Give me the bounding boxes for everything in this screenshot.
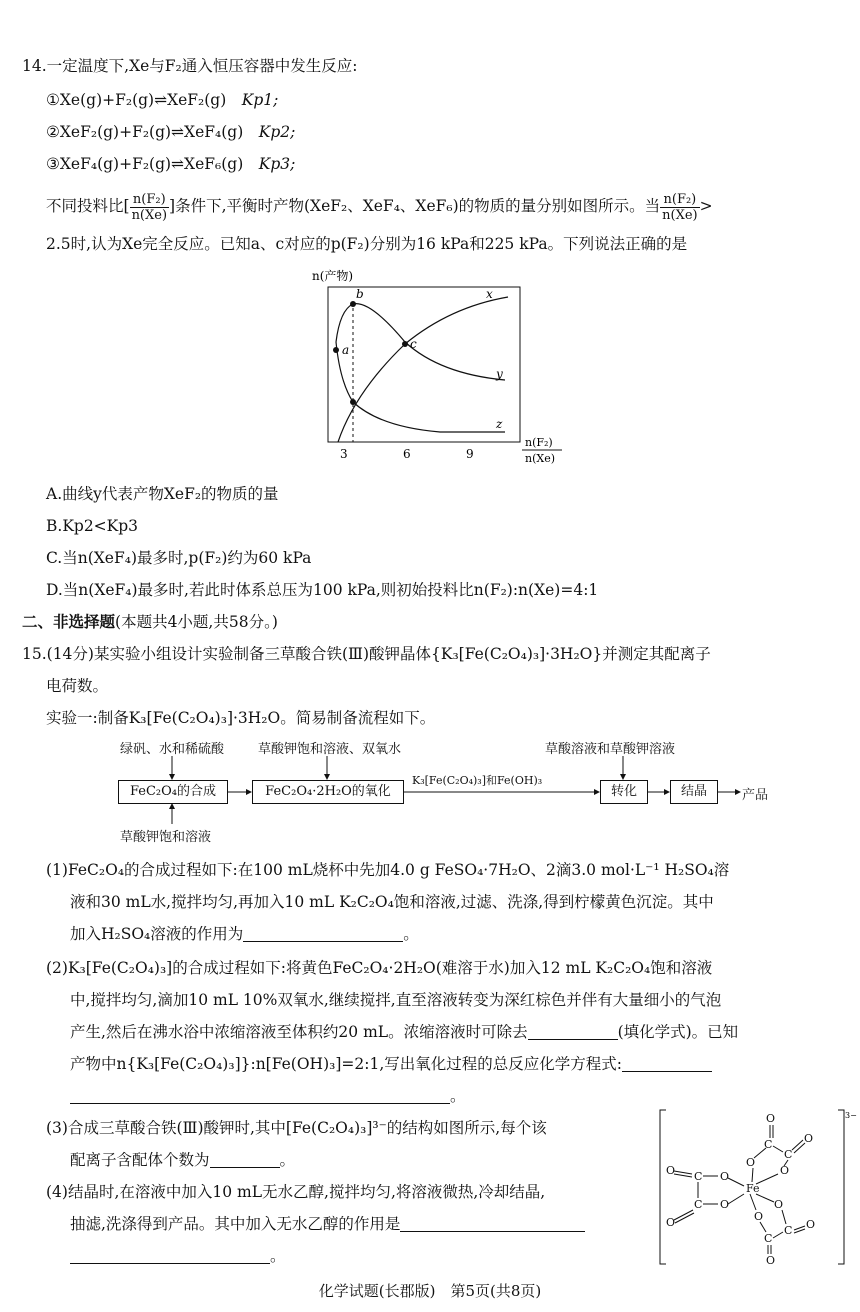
svg-text:O: O xyxy=(804,1132,814,1145)
svg-text:C: C xyxy=(784,1148,793,1161)
box-synthesis: FeC₂O₄的合成 xyxy=(118,780,228,804)
svg-text:O: O xyxy=(720,1198,730,1211)
svg-text:O: O xyxy=(766,1254,776,1267)
svg-text:C: C xyxy=(764,1138,773,1151)
xlabel-num: n(F₂) xyxy=(525,436,553,449)
part4-line-b: 抽滤,洗涤得到产品。其中加入无水乙醇的作用是 xyxy=(70,1214,842,1234)
option-d: D.当n(XeF₄)最多时,若此时体系总压为100 kPa,则初始投料比n(F₂):n(Xe)=4:1 xyxy=(46,581,599,599)
svg-text:C: C xyxy=(764,1232,773,1245)
part2-line-d: 产物中n{K₃[Fe(C₂O₄)₃]}:n[Fe(OH)₃]=2:1,写出氧化过程的总反应化学方程式: xyxy=(70,1054,842,1074)
graph-ylabel: n(产物) xyxy=(312,269,354,283)
part1-line-c: 加入H₂SO₄溶液的作用为 。 xyxy=(70,925,419,943)
box-oxidation: FeC₂O₄·2H₂O的氧化 xyxy=(252,780,404,804)
part4-line-a: (4)结晶时,在溶液中加入10 mL无水乙醇,搅拌均匀,将溶液微热,冷却结晶, xyxy=(46,1183,546,1201)
page-footer: 化学试题(长郡版) 第5页(共8页) xyxy=(318,1282,542,1300)
flow-input-4: 草酸钾饱和溶液 xyxy=(120,830,212,845)
reaction-1: ①Xe(g)+F₂(g)⇌XeF₂(g) Kp1; xyxy=(46,91,279,109)
label-z: z xyxy=(496,417,503,431)
flow-input-2: 草酸钾饱和溶液、双氧水 xyxy=(258,742,402,757)
part1-line-a: (1)FeC₂O₄的合成过程如下:在100 mL烧杯中先加4.0 g FeSO₄·7H₂O、2滴3.0 mol·L⁻¹ H₂SO₄溶 xyxy=(46,861,730,879)
exp1-text: 实验一:制备K₃[Fe(C₂O₄)₃]·3H₂O。简易制备流程如下。 xyxy=(46,709,436,727)
svg-text:O: O xyxy=(754,1210,764,1223)
svg-text:C: C xyxy=(694,1170,703,1183)
option-b: B.Kp2<Kp3 xyxy=(46,517,139,535)
q14-text-a: 不同投料比[ $\frac{\text{n(F₂)}}{n(Xe)}$ ]条件下,平衡时产物(XeF₂、XeF₄、XeF₆)的物质的量分别如图所示。当 $\frac{\text{n(F₂)}}{n(Xe)}$ > xyxy=(46,191,713,223)
ratio-fraction: $\frac{\text{n(F₂)}}{n(Xe)}$ xyxy=(131,191,168,223)
part4-line-c: 。 xyxy=(70,1246,842,1266)
part1-line-b: 液和30 mL水,搅拌均匀,再加入10 mL K₂C₂O₄饱和溶液,过滤、洗涤,得到柠檬黄色沉淀。其中 xyxy=(70,893,714,911)
part3-line-a: (3)合成三草酸合铁(Ⅲ)酸钾时,其中[Fe(C₂O₄)₃]³⁻的结构如图所示,每个该 xyxy=(46,1119,547,1137)
svg-text:C: C xyxy=(694,1198,703,1211)
answer-blank-3[interactable] xyxy=(622,1055,712,1072)
flow-output: 产品 xyxy=(742,788,769,803)
svg-text:C: C xyxy=(784,1224,793,1237)
struct-fe: Fe xyxy=(746,1182,760,1195)
flow-input-1: 绿矾、水和稀硫酸 xyxy=(120,742,225,757)
q14-text-b: 2.5时,认为Xe完全反应。已知a、c对应的p(F₂)分别为16 kPa和225 kPa。下列说法正确的是 xyxy=(46,235,688,253)
part3-line-b: 配离子含配体个数为 。 xyxy=(70,1151,296,1169)
tick-9: 9 xyxy=(466,447,474,461)
ratio-fraction-2: $\frac{\text{n(F₂)}}{n(Xe)}$ xyxy=(662,191,698,223)
part2-line-b: 中,搅拌均匀,滴加10 mL 10%双氧水,继续搅拌,直至溶液转变为深红棕色并伴有大量细小的气泡 xyxy=(70,991,722,1009)
label-c: c xyxy=(410,337,417,351)
svg-text:O: O xyxy=(666,1164,676,1177)
label-y: y xyxy=(496,367,503,381)
complex-structure xyxy=(656,1108,857,1267)
answer-blank-3b[interactable] xyxy=(70,1087,450,1104)
struct-charge: 3− xyxy=(845,1111,857,1120)
q14-stem: 14.一定温度下,Xe与F₂通入恒压容器中发生反应: xyxy=(22,57,358,75)
svg-text:O: O xyxy=(806,1218,816,1231)
label-a: a xyxy=(342,343,350,357)
flow-input-3: 草酸溶液和草酸钾溶液 xyxy=(545,742,676,757)
option-c: C.当n(XeF₄)最多时,p(F₂)约为60 kPa xyxy=(46,549,312,567)
part2-line-e: 。 xyxy=(70,1086,842,1106)
q15-stem-1: 15.(14分)某实验小组设计实验制备三草酸合铁(Ⅲ)酸钾晶体{K₃[Fe(C₂O₄)₃]·3H₂O}并测定其配离子 xyxy=(22,645,711,663)
reaction-2: ②XeF₂(g)+F₂(g)⇌XeF₄(g) Kp2; xyxy=(46,123,296,141)
label-x: x xyxy=(486,287,493,301)
svg-text:O: O xyxy=(720,1170,730,1183)
xlabel-den: n(Xe) xyxy=(525,452,556,465)
tick-3: 3 xyxy=(340,447,348,461)
answer-blank-1[interactable] xyxy=(243,925,403,942)
answer-blank-4[interactable] xyxy=(210,1151,280,1168)
answer-blank-2[interactable] xyxy=(528,1023,618,1040)
tick-6: 6 xyxy=(403,447,411,461)
part2-line-c: 产生,然后在沸水浴中浓缩溶液至体积约20 mL。浓缩溶液时可除去 (填化学式)。已知 xyxy=(70,1023,739,1041)
section-2-heading: 二、非选择题(本题共4小题,共58分。) xyxy=(22,612,278,631)
label-b: b xyxy=(356,287,364,301)
reaction-3: ③XeF₄(g)+F₂(g)⇌XeF₆(g) Kp3; xyxy=(46,155,296,173)
q15-stem-2: 电荷数。 xyxy=(46,677,109,695)
svg-text:O: O xyxy=(666,1216,676,1229)
option-a: A.曲线y代表产物XeF₂的物质的量 xyxy=(46,485,279,503)
svg-text:O: O xyxy=(746,1156,756,1169)
answer-blank-5b[interactable] xyxy=(70,1247,270,1264)
svg-text:O: O xyxy=(780,1164,790,1177)
flow-mid-label: K₃[Fe(C₂O₄)₃]和Fe(OH)₃ xyxy=(412,774,543,787)
box-transform: 转化 xyxy=(600,780,648,804)
svg-text:O: O xyxy=(766,1112,776,1125)
answer-blank-5[interactable] xyxy=(400,1215,585,1232)
svg-text:O: O xyxy=(774,1198,784,1211)
part2-line-a: (2)K₃[Fe(C₂O₄)₃]的合成过程如下:将黄色FeC₂O₄·2H₂O(难溶于水)加入12 mL K₂C₂O₄饱和溶液 xyxy=(46,959,713,977)
box-crystallize: 结晶 xyxy=(670,780,718,804)
